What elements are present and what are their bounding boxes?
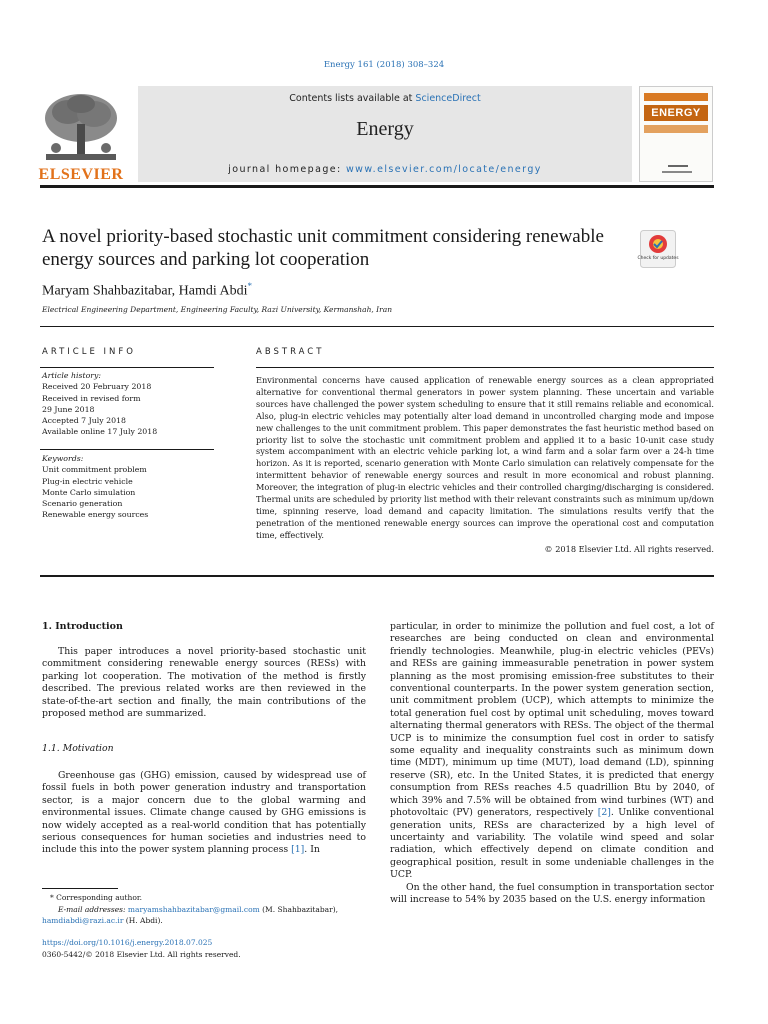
info-divider [40,326,714,327]
subsection-heading-motivation: 1.1. Motivation [42,743,114,754]
badge-label: Check for updates [637,256,679,261]
publisher-wordmark: ELSEVIER [38,166,124,183]
motivation-paragraph [42,770,366,857]
keyword: Scenario generation [42,499,123,509]
keyword: Monte Carlo simulation [42,487,136,497]
keyword: Renewable energy sources [42,510,149,520]
cover-band [644,125,708,133]
paragraph-text: particular, in order to minimize the pollution and fuel cost, a lot of researches are being conducted on clean and environmental friendly technologies. Meanwhile, plug-in electric vehicles (PEVs) and RESs are gaining immeasurable penetration in power system planning as the most promising emission-free substitutes to their conventional counterparts. In the power system generation section, unit commitment problem (UCP), which attempts to minimize the total generation fuel cost by optimal unit scheduling, moves toward alternating thermal generators with RESs. The object of the thermal UCP is to minimize the consumption fuel cost in order to satisfy some equality and inequality constraints such as minimum down time (MDT), minimum up time (MUT), load demand (LD), spinning reserve (SR), etc. In the United States, it is predicted that energy consumption from RESs reaches 4.5 quadrillion Btu by 2040, of which 39% and 7.5% will be obtained from wind turbines (WT) and photovoltaic (PV) generators, respectively [390,621,714,819]
article-info-heading: ARTICLE INFO [42,347,136,357]
email-line-2 [42,915,366,927]
sciencedirect-link[interactable]: ScienceDirect [415,93,481,104]
contents-line [138,93,632,104]
section-heading-introduction: 1. Introduction [42,621,123,632]
history-line: Received in revised form [42,393,141,403]
cover-title: ENERGY [644,105,708,121]
keyword: Unit commitment problem [42,465,147,475]
author-affiliation: Electrical Engineering Department, Engineering Faculty, Razi University, Kermanshah, Iran [42,305,393,314]
intro-paragraph: This paper introduces a novel priority-based stochastic unit commitment considering renewable energy sources (RESs) with parking lot cooperation. The motivation of the method is firstly described. The previous related works are then reviewed in the state-of-the-art section and finally, the main contributions of the proposed method are summarized. [42,646,366,720]
body-divider [40,575,714,577]
cover-mark [668,165,688,167]
contents-prefix: Contents lists available at [289,93,416,104]
cover-stripe [644,93,708,101]
keywords [42,453,214,521]
doi-block [42,937,241,960]
paragraph-text: . Unlike conventional generation units, RESs are characterized by a high level of uncertainty and variability. The volatile wind speed and solar radiation, which effectively depend on climate condition and geographical position, result in some undeniable challenges in the UCP. [390,807,714,881]
abstract-text: Environmental concerns have caused application of renewable energy sources as a clean appropriated alternative for conventional thermal generators in power system planning. These uncertain and variable sources have challenged the power system scheduling to ensure that it still remains reliable and economical. Also, plug-in electric vehicles may potentially alter load demand in uncontrolled charging mode and impose new challenges to the unit commitment problem. This paper demonstrates the fast heuristic method based on priority list to solve the stochastic unit commitment problem and applied it to a basic 10-unit case study system accompaniment with an electric vehicle parking lot, a wind farm and a solar farm over a 24-h time horizon. As it is reported, scenario generation with Monte Carlo simulation can relatively compensate for the intermittent behavior of renewable energy sources and result in more economical and robust planning. Moreover, the integration of plug-in electric vehicles and their controlled charging/discharging is considered. Thermal units are scheduled by priority list method with their relevant constraints such as minimum up/down time, spinning reserve, load demand and capacity limitation. The simulations results verify that the penetration of the mentioned renewable energy sources can improve the operational cost and computation time, effectively. [256,375,714,540]
article-info-rule [40,367,214,368]
cover-mark [662,171,692,173]
homepage-link[interactable]: www.elsevier.com/locate/energy [346,164,542,175]
journal-cover-thumbnail[interactable] [639,86,713,182]
journal-name: Energy [356,118,414,140]
corresponding-author-note: * Corresponding author. [50,893,143,902]
author-list [42,281,252,300]
abstract-rule [256,367,714,368]
corresponding-author-mark[interactable]: * [247,281,252,291]
email-label: E-mail addresses: [58,904,128,914]
email-addresses [42,904,366,916]
email-link-1[interactable]: maryamshahbazitabar@gmail.com [127,904,260,914]
email-owner-1: (M. Shahbazitabar), [259,904,339,914]
motivation-text: Greenhouse gas (GHG) emission, caused by widespread use of fossil fuels in both power generation industry and transportation sector, is a major concern due to the global warming and environmental issues. Climate change caused by GHG emissions is now widely accepted as a real-world condition that has potentially serious consequences for human societies and industries need to include this into the power system planning process [42,770,366,856]
abstract-copyright: © 2018 Elsevier Ltd. All rights reserved. [544,544,714,554]
footnote [42,892,366,927]
homepage-prefix: journal homepage: [228,164,347,175]
history-line: Received 20 February 2018 [42,382,152,392]
keywords-rule [40,449,214,450]
history-label: Article history: [42,371,102,380]
body-paragraph: On the other hand, the fuel consumption in transportation sector will increase to 54% by 2035 based on the U.S. energy information [390,881,714,905]
issn-copyright: 0360-5442/© 2018 Elsevier Ltd. All rights reserved. [42,949,241,959]
abstract-heading: ABSTRACT [256,347,325,357]
check-updates-icon [637,230,679,268]
doi-link[interactable]: https://doi.org/10.1016/j.energy.2018.07.025 [42,938,213,947]
check-for-updates-badge[interactable] [637,230,679,268]
journal-citation-link[interactable]: Energy 161 (2018) 308–324 [323,60,445,70]
reference-link-2[interactable]: [2] [597,807,611,819]
motivation-end: . In [304,844,320,856]
article-history [42,370,214,438]
header-divider [40,185,714,188]
footnote-rule [42,888,118,889]
right-column [390,621,714,906]
body-paragraph [390,621,714,882]
journal-homepage [138,164,632,175]
email-link-2[interactable]: hamdiabdi@razi.ac.ir [42,916,124,925]
reference-link-1[interactable]: [1] [291,844,305,856]
article-title: A novel priority-based stochastic unit commitment considering renewable energy sources and parking lot cooperation [42,226,604,270]
history-line: Accepted 7 July 2018 [42,416,126,426]
history-line: Available online 17 July 2018 [42,427,158,437]
keywords-label: Keywords: [42,454,84,463]
history-line: 29 June 2018 [42,404,95,414]
author-names: Maryam Shahbazitabar, Hamdi Abdi [42,283,248,299]
keyword: Plug-in electric vehicle [42,476,133,486]
email-owner-2: (H. Abdi). [123,916,163,925]
